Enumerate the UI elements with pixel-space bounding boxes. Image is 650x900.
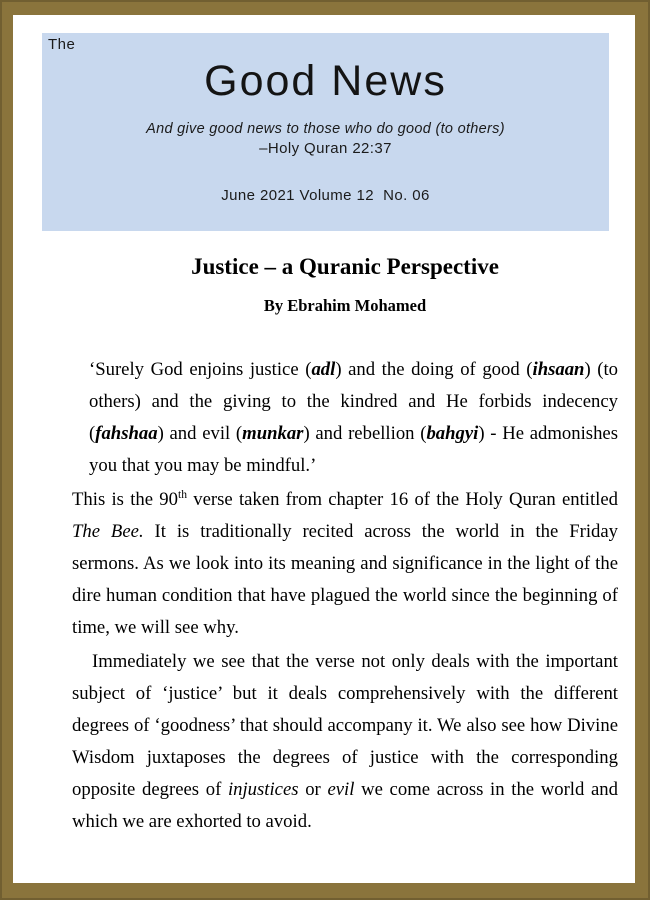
- body-paragraph: Immediately we see that the verse not only deals with the important subject of ‘justice’ but it deals comprehensively with the different degrees of ‘goodness’ that should accompany it. We also see how Divine Wisdom juxtaposes the degrees of justice with the corresponding opposite degrees of injustices or evil we come across in the world and which we are exhorted to avoid.: [72, 651, 618, 832]
- masthead-title: Good News: [204, 57, 447, 105]
- masthead-the-label: The: [48, 36, 76, 53]
- masthead: [42, 33, 609, 231]
- article: [72, 254, 618, 838]
- article-byline: By Ebrahim Mohamed: [263, 296, 427, 315]
- article-title: Justice – a Quranic Perspective: [191, 254, 499, 279]
- body-paragraph: This is the 90th verse taken from chapter 16 of the Holy Quran entitled The Bee. It is traditionally recited across the world in the Friday sermons. As we look into its meaning and significance in the light of the dire human condition that have plagued the world since the beginning of time, we will see why.: [72, 487, 618, 638]
- masthead-tagline: And give good news to those who do good (to others): [146, 121, 505, 137]
- newsletter-page: [13, 15, 635, 883]
- masthead-quran-citation: –Holy Quran 22:37: [259, 140, 392, 157]
- quote-paragraph: ‘Surely God enjoins justice (adl) and the doing of good (ihsaan) (to others) and the giving to the kindred and He forbids indecency (fahshaa) and evil (munkar) and rebellion (bahgyi) - He admonishes you that you may be mindful.’: [89, 359, 618, 476]
- masthead-issue-line: June 2021 Volume 12 No. 06: [221, 187, 430, 204]
